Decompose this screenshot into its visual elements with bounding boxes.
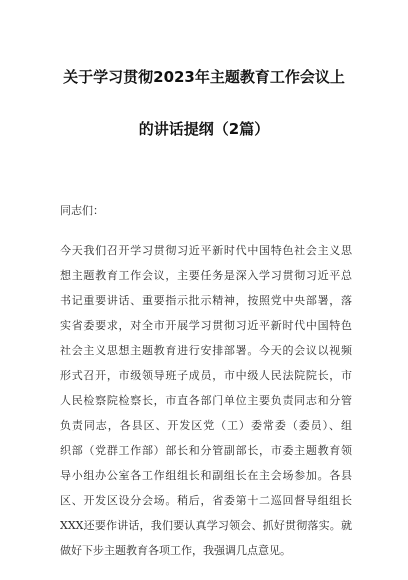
body-paragraph-line: 织部（党群工作部）部长和分管副部长，市委主题教育领 [60,444,352,457]
document-title-line-2: 的讲话提纲（2篇） [138,120,270,138]
salutation: 同志们： [60,204,104,217]
body-paragraph-line: 实省委要求，对全市开展学习贯彻习近平新时代中国特色 [60,319,352,332]
body-paragraph-line: XXX还要作讲话，我们要认真学习领会、抓好贯彻落实。就 [60,519,352,532]
body-paragraph-line: 社会主义思想主题教育进行安排部署。今天的会议以视频 [60,344,352,357]
document-title-line-1: 关于学习贯彻2023年主题教育工作会议上 [63,68,345,86]
body-paragraph-line: 区、开发区设分会场。稍后，省委第十二巡回督导组组长 [60,494,352,507]
body-paragraph-line: 导小组办公室各工作组组长和副组长在主会场参加。各县 [60,469,352,482]
body-paragraph-line: 想主题教育工作会议，主要任务是深入学习贯彻习近平总 [60,269,352,282]
body-paragraph-line: 负责同志，各县区、开发区党（工）委常委（委员）、组 [60,419,352,432]
body-paragraph-line: 人民检察院检察长，市直各部门单位主要负责同志和分管 [60,394,352,407]
body-paragraph-line: 今天我们召开学习贯彻习近平新时代中国特色社会主义思 [60,244,352,257]
body-paragraph-line: 做好下步主题教育各项工作，我强调几点意见。 [60,544,291,557]
body-paragraph-line: 形式召开，市级领导班子成员，市中级人民法院院长，市 [60,369,352,382]
body-paragraph-line: 书记重要讲话、重要指示批示精神，按照党中央部署，落 [60,294,352,307]
